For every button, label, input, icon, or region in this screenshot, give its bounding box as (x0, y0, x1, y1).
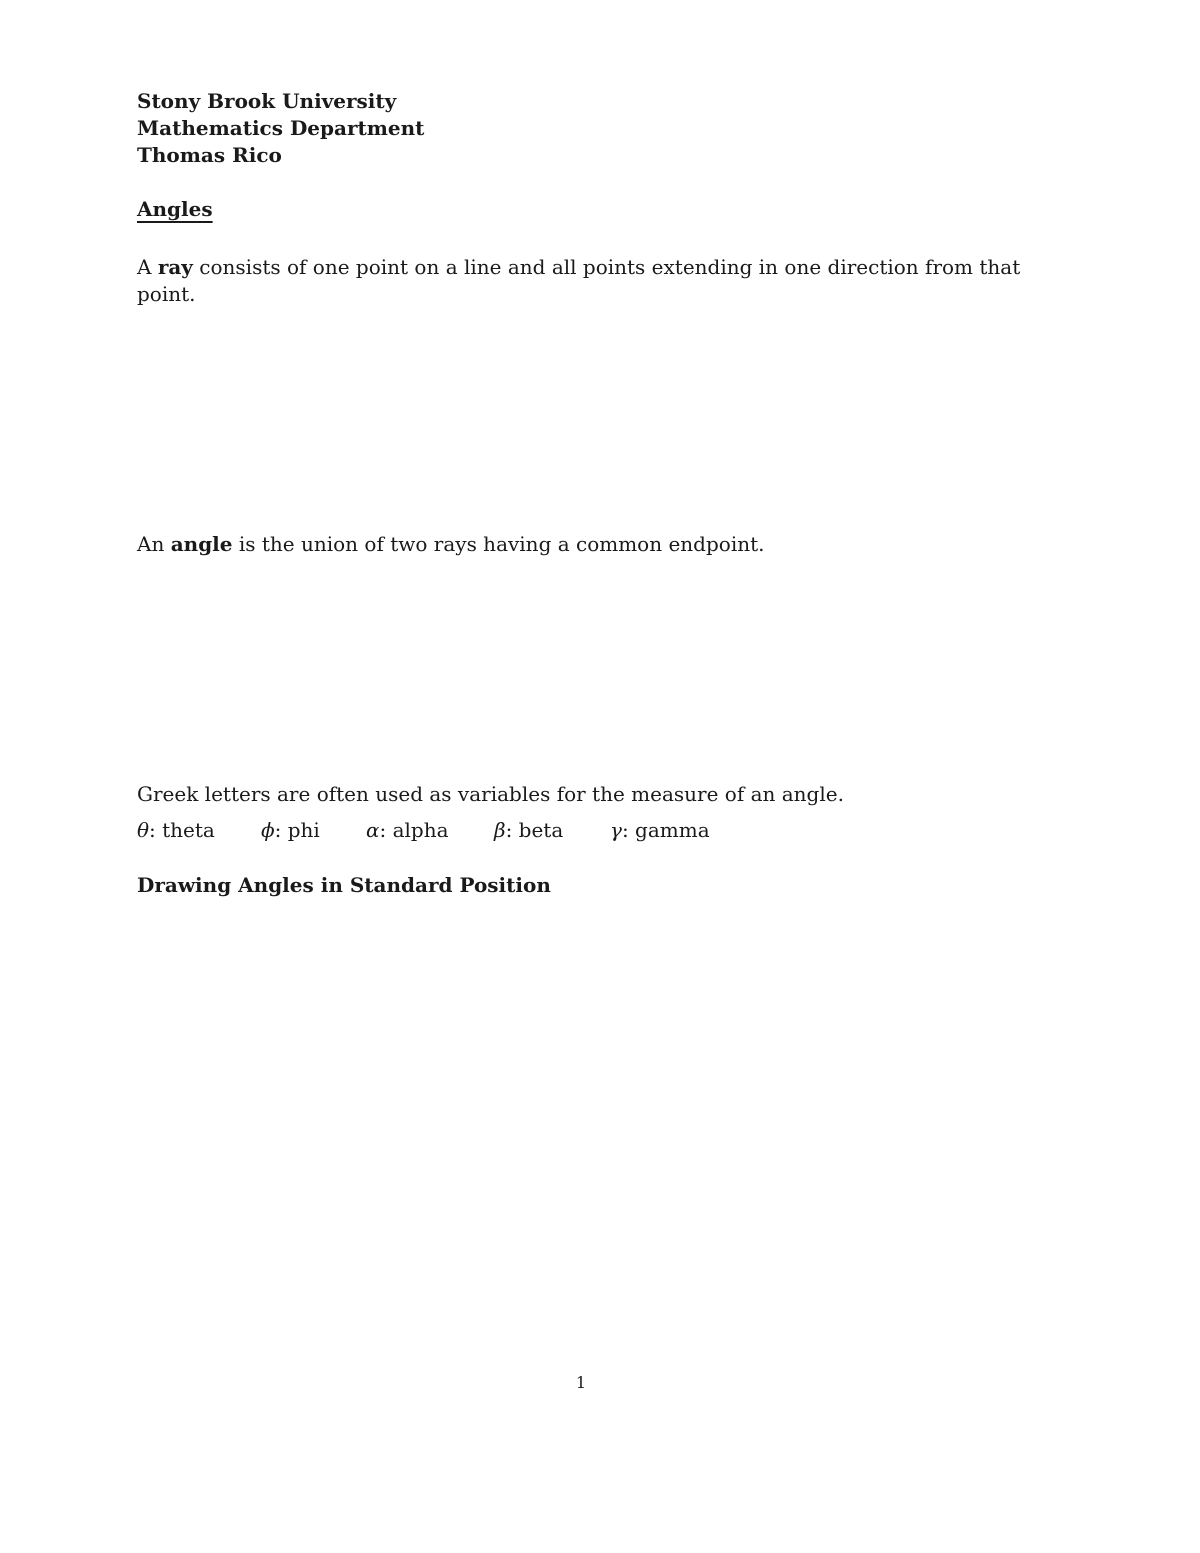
subsection-title: Drawing Angles in Standard Position (137, 873, 551, 897)
theta-symbol: θ (137, 818, 150, 842)
ray-definition-line1 (137, 254, 1020, 281)
university-name: Stony Brook University (137, 89, 397, 113)
author-name: Thomas Rico (137, 143, 282, 167)
greek-letter-beta (494, 818, 610, 842)
gamma-symbol: γ (610, 818, 622, 842)
angle-definition (137, 531, 765, 558)
greek-letter-gamma (610, 818, 710, 842)
beta-label: : beta (505, 818, 564, 842)
gamma-label: : gamma (621, 818, 710, 842)
greek-letter-list (137, 818, 710, 842)
phi-symbol: ϕ (261, 818, 275, 842)
section-title: Angles (137, 197, 213, 221)
ray-prefix: A (137, 255, 158, 279)
greek-letter-alpha (366, 818, 494, 842)
greek-letter-phi (261, 818, 366, 842)
angle-term: angle (170, 532, 233, 556)
beta-symbol: β (494, 818, 506, 842)
angle-prefix: An (137, 532, 171, 556)
phi-label: : phi (274, 818, 320, 842)
alpha-symbol: α (366, 818, 380, 842)
page-number: 1 (575, 1373, 587, 1392)
ray-term: ray (157, 255, 193, 279)
ray-definition-line2: point. (137, 282, 196, 306)
ray-rest: consists of one point on a line and all points extending in one direction from that (192, 255, 1021, 279)
alpha-label: : alpha (379, 818, 449, 842)
angle-rest: is the union of two rays having a common endpoint. (232, 532, 765, 556)
greek-letter-theta (137, 818, 261, 842)
theta-label: : theta (149, 818, 215, 842)
department-name: Mathematics Department (137, 116, 425, 140)
greek-intro: Greek letters are often used as variables for the measure of an angle. (137, 782, 844, 806)
